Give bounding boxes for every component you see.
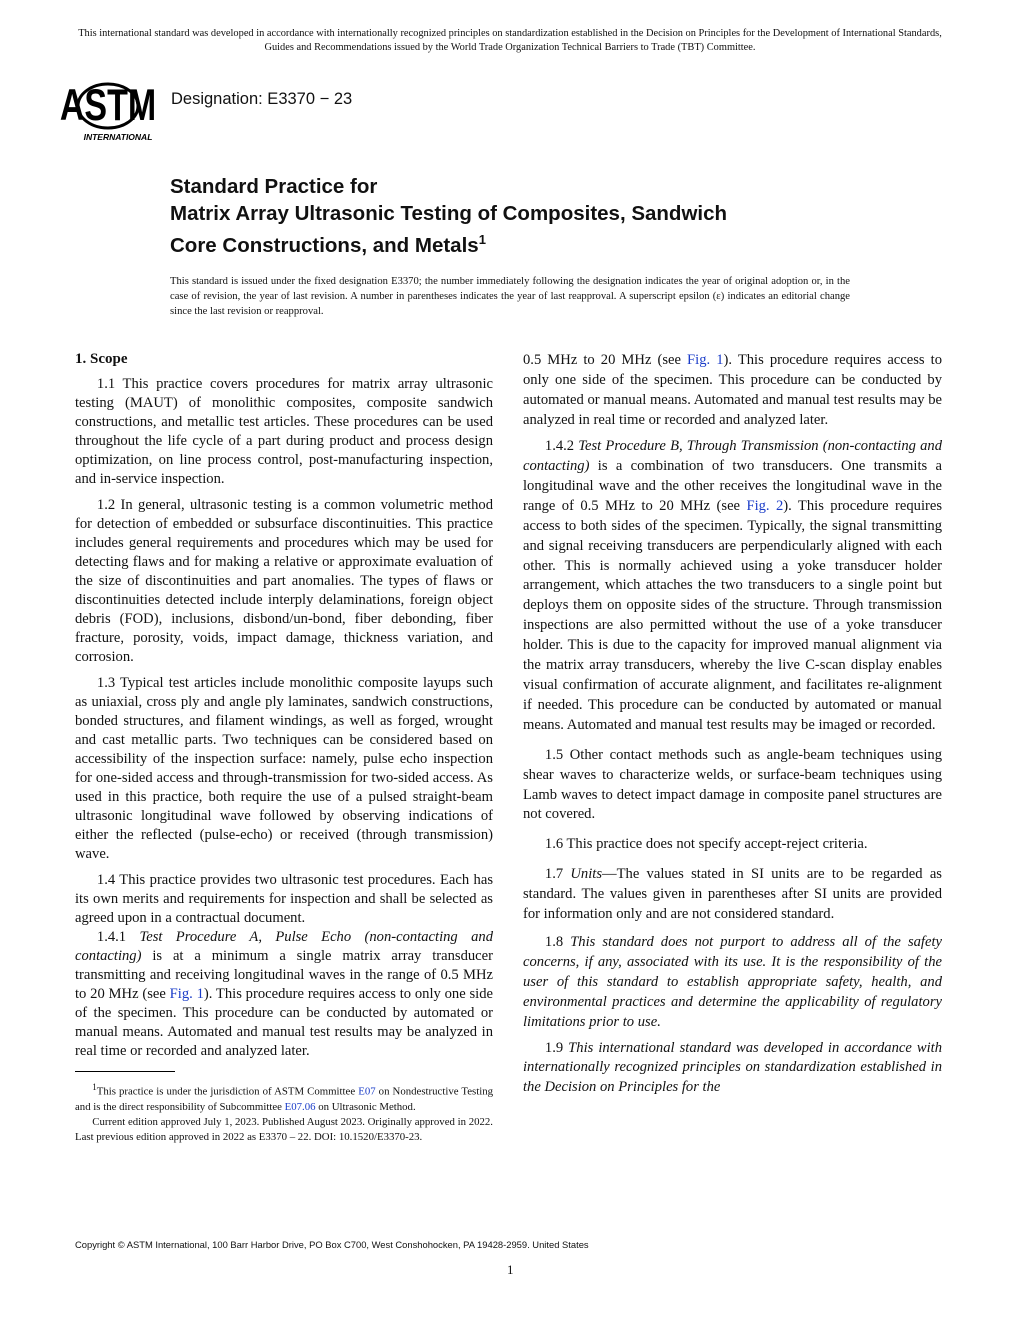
para-1-6: 1.6 This practice does not specify accept-reject criteria.: [544, 836, 868, 853]
para-text-end: ). This procedure requires access to both sides of the specimen. Typically, the signal transmitting and signal receiving transducers are perpendicularly aligned with each other. This is normally achieved using a yoke transducer holder arrangement, which attaches the two transducers to a single point but deploys them on opposite sides of the structure. Through transmission inspections are also permitted without the use of a yoke transducer holder. This is due to the capacity for improved manual alignment via the matrix array transducers, whereby the live C-scan display enables visual confirmation of accurate alignment, and facilitates re-alignment if needed. This procedure can be conducted by automated or manual means. Automated and manual test results may be imaged or recorded.: [523, 497, 943, 733]
logo-subtext: INTERNATIONAL: [83, 132, 153, 142]
logo-text: ASTM: [59, 80, 157, 131]
para-text: is at a minimum a single matrix array transducer transmitting and receiving longitudinal waves in the range of 0.5 MHz to 20 MHz (see: [75, 947, 493, 1002]
para-1-5: 1.5 Other contact methods such as angle-beam techniques using shear waves to characterize welds, or surface-beam techniques using Lamb waves to detect impact damage in composite panel structures are not covered.: [523, 746, 942, 823]
fig-1-link[interactable]: Fig. 1: [169, 986, 204, 1002]
document-title: [170, 174, 727, 259]
title-footnote-ref: 1: [478, 232, 486, 247]
para-text-end: ). This procedure requires access to only one side of the specimen. This procedure can be conducted by automated or manual means. Automated and manual test results may be analyzed in real time or recorded and analyzed later.: [523, 352, 942, 428]
para-1-4: 1.4 This practice provides two ultrasonic test procedures. Each has its own merits and requirements for inspection and shall be selected as agreed upon in a contractual document.: [75, 871, 493, 926]
title-line-2: Matrix Array Ultrasonic Testing of Composites, Sandwich: [170, 201, 728, 225]
para-1-8: [523, 933, 942, 1033]
footnotes: [75, 1080, 493, 1145]
footnote-marker: 1: [92, 1082, 97, 1092]
title-line-3-text: Core Constructions, and Metals: [170, 233, 479, 257]
para-number: 1.4.2: [544, 438, 579, 455]
designation: Designation: E3370 − 23: [171, 90, 353, 108]
committee-e07-link[interactable]: E07: [358, 1085, 376, 1098]
para-1-4-1: [75, 928, 493, 1060]
fig-2-link[interactable]: Fig. 2: [746, 497, 784, 514]
para-number: 1.9: [544, 1039, 569, 1056]
para-number: 1.4.1: [96, 928, 140, 945]
para-1-1: 1.1 This practice covers procedures for matrix array ultrasonic testing (MAUT) of monolithic composites, composite sandwich constructions, and metallic test articles. These procedures can be used throughout the life cycle of a part during product and process design optimization, on line process control, post-manufacturing inspection, and in-service inspection.: [75, 376, 493, 488]
para-1-9: [523, 1039, 942, 1099]
para-number: 1.7: [544, 866, 571, 883]
footnote-edition: Current edition approved July 1, 2023. Published August 2023. Originally approved in 2022. Last previous edition approved in 2022 as E3370 – 22. DOI: 10.1520/E3370-23.: [75, 1115, 493, 1143]
procedure-b-title: Test Procedure B, Through Transmission (non-contacting and contacting): [523, 438, 942, 475]
page-number: 1: [507, 1262, 514, 1277]
footnote-text: on Nondestructive Testing and is the direct responsibility of Subcommittee: [75, 1085, 494, 1113]
copyright: Copyright © ASTM International, 100 Barr Harbor Drive, PO Box C700, West Conshohocken, PA 19428-2959. United States: [75, 1239, 589, 1250]
issuance-note: This standard is issued under the fixed designation E3370; the number immediately following the designation indicates the year of original adoption or, in the case of revision, the year of last revision. A number in parentheses indicates the year of last reapproval. A superscript epsilon (ε) indicates an editorial change since the last revision or reapproval.: [170, 276, 850, 317]
footnote-text: on Ultrasonic Method.: [315, 1100, 416, 1113]
footnote-rule: [75, 1071, 175, 1072]
subcommittee-e07-06-link[interactable]: E07.06: [284, 1100, 316, 1113]
footnote-text: This practice is under the jurisdiction of ASTM Committee: [96, 1085, 359, 1098]
para-text-end: ). This procedure requires access to only one side of the specimen. This procedure can be conducted by automated or manual means. Automated and manual test results may be analyzed in real time or recorded and analyzed later.: [75, 986, 493, 1060]
para-number: 1.8: [544, 933, 571, 950]
fig-1-link[interactable]: Fig. 1: [687, 352, 724, 368]
procedure-a-title: Test Procedure A, Pulse Echo (non-contacting and contacting): [75, 928, 493, 964]
para-text: —The values stated in SI units are to be regarded as standard. The values given in parentheses after SI units are provided for information only and are not considered standard.: [523, 866, 942, 923]
para-1-7: [523, 865, 942, 925]
para-text: This international standard was developed in accordance with internationally recognized principles on standardization established in the Decision on Principles for the: [523, 1039, 943, 1096]
para-1-2: 1.2 In general, ultrasonic testing is a common volumetric method for detection of embedded or subsurface discontinuities. This practice includes general requirements and procedures which may be used for detecting flaws and for making a relative or approximate evaluation of the size of discontinuities and part anomalies. The types of flaws or discontinuities detected include interply delaminations, foreign object debris (FOD), inclusions, disbond/un-bond, fiber debonding, fiber fracture, porosity, voids, impact damage, thickness variation, and corrosion.: [75, 496, 493, 666]
footnote-1: [75, 1080, 493, 1115]
section-heading-scope: 1. Scope: [75, 351, 128, 367]
para-1-4-2: [523, 437, 942, 736]
para-1-3: 1.3 Typical test articles include monolithic composite layups such as uniaxial, cross ply and angle ply laminates, sandwich constructions, bonded structures, and filament windings, as well as forged, wrought and cast metallic parts. Two techniques can be considered based on accessibility of the inspection surface: namely, pulse echo inspection for one-sided access and through-transmission for two-sided access. As used in this practice, both require the use of a pulsed straight-beam ultrasonic longitudinal wave followed by observing indications of either the reflected (pulse-echo) or received (through transmission) wave.: [75, 674, 493, 863]
right-column: [523, 350, 942, 1098]
left-column: [75, 350, 493, 1060]
para-1-4-1-continued: 0.5 MHz to 20 MHz (see Fig. 1). This procedure requires access to only one side of the specimen. This procedure can be conducted by automated or manual means. Automated and manual test results may be analyzed in real time or recorded and analyzed later.: [523, 352, 942, 428]
units-label: Units: [570, 866, 603, 883]
wto-notice: This international standard was developed in accordance with internationally recognized principles on standardization established in the Decision on Principles for the Development of International Standards, Guides and Recommendations issued by the World Trade Organization Technical Barriers to Trade (TBT) Committee.: [78, 28, 942, 53]
para-text: is a combination of two transducers. One transmits a longitudinal wave and the other receives the longitudinal wave in the range of 0.5 MHz to 20 MHz (see: [523, 458, 942, 514]
title-line-1: Standard Practice for: [170, 175, 378, 198]
astm-logo: [59, 80, 162, 142]
title-line-3: [170, 227, 727, 259]
para-text: This standard does not purport to address all of the safety concerns, if any, associated with its use. It is the responsibility of the user of this standard to establish appropriate safety, health, and environmental practices and determine the applicability of regulatory limitations prior to use.: [523, 933, 942, 1030]
